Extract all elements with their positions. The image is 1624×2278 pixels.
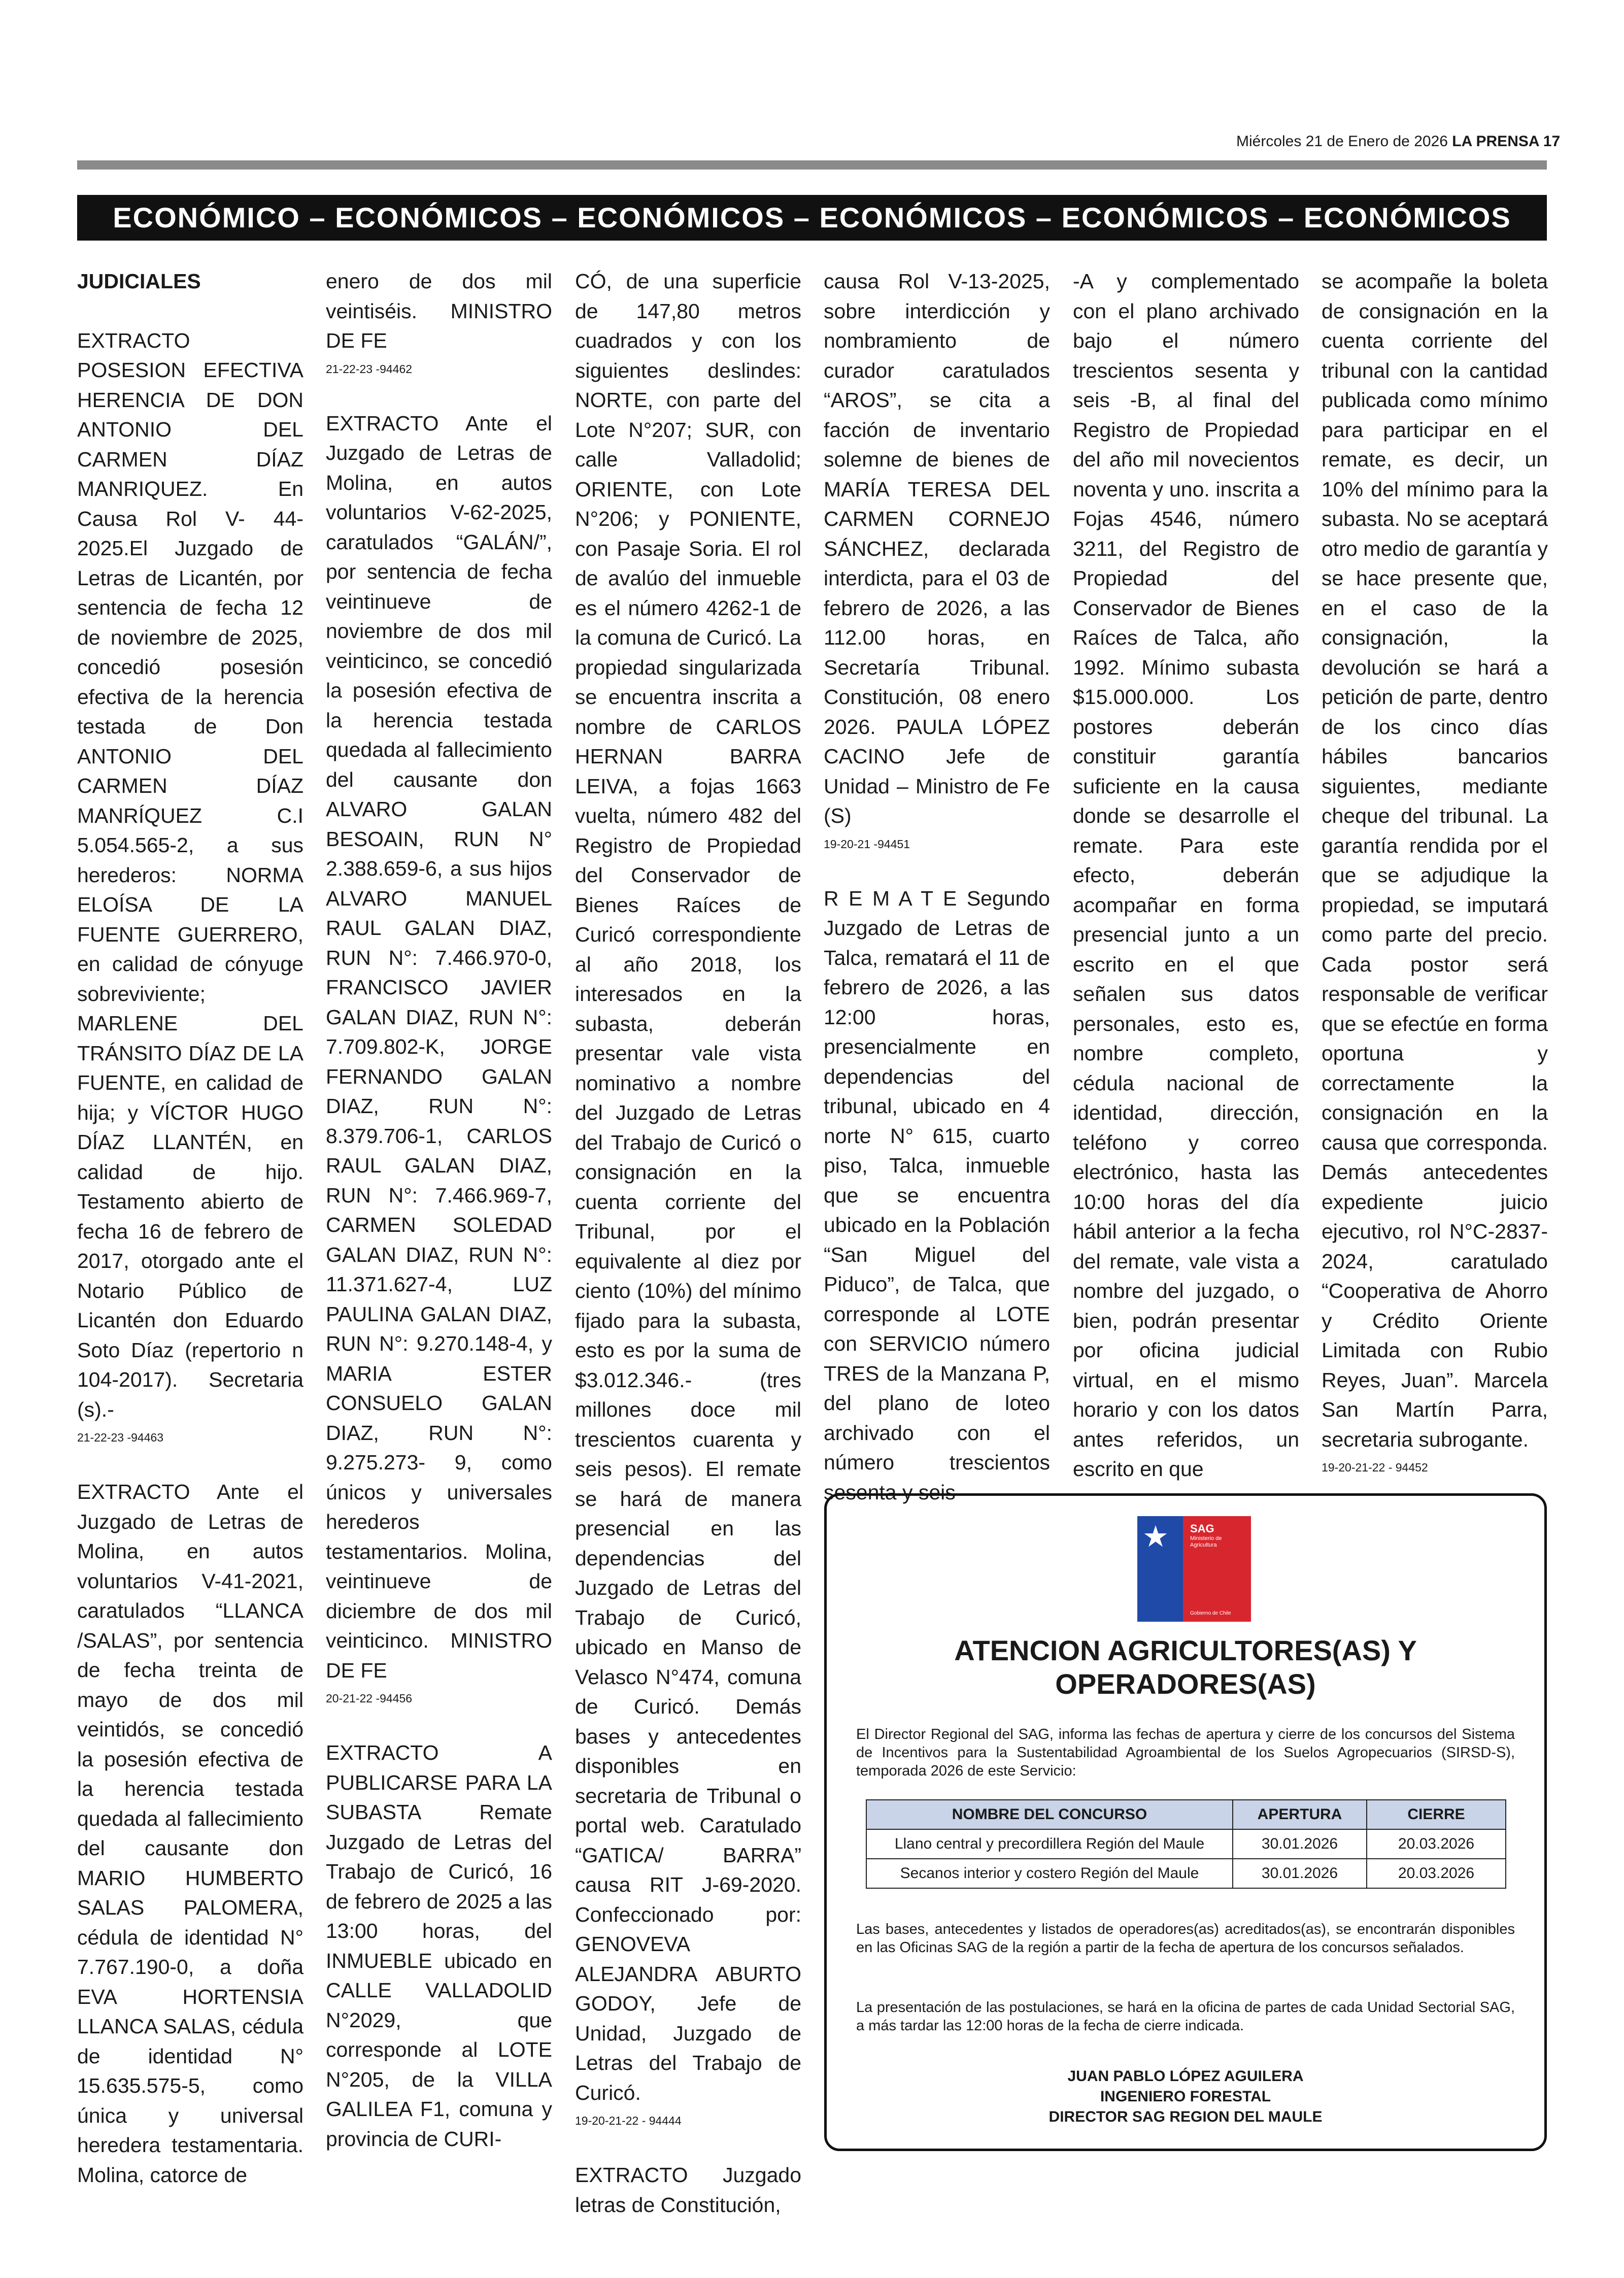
notice-text: -A y complementado con el plano archivado bajo el número trescientos sesenta y seis -B, al final del Registro de Propiedad del año mil novecientos noventa y uno. inscrita a Fojas 4546, número 3211, del Registro de Propiedad del Conservador de Bienes Raíces de Talca, año 1992. Mínimo subasta $15.000.000. Los postores deberán constituir garantía suficiente en la causa donde se desarrolle el remate. Para este efecto, deberán acompañar en forma presencial junto a un escrito en el que señalen sus datos personales, esto es, nombre completo, cédula nacional de identidad, dirección, teléfono y correo electrónico, hasta las 10:00 horas del día hábil anterior a la fecha del remate, vale vista a nombre del juzgado, o bien, podrán presentar por oficina judicial virtual, en el mismo horario y con los datos antes referidos, un escrito en que [1073, 270, 1299, 1481]
table-header: CIERRE [1367, 1800, 1506, 1829]
header-publication: LA PRENSA 17 [1452, 133, 1561, 150]
notice-code: 20-21-22 -94456 [326, 1692, 413, 1705]
notice-text: EXTRACTO Ante el Juzgado de Letras de Molina, en autos voluntarios V-62-2025, caratulados “GALÁN/”, por sentencia de fecha veintinueve de noviembre de dos mil veinticinco, se concedió la posesión efectiva de la herencia testada quedada al fallecimiento del causante don ALVARO GALAN BESOAIN, RUN N° 2.388.659-6, a sus hijos ALVARO MANUEL RAUL GALAN DIAZ, RUN N°: 7.466.970-0, FRANCISCO JAVIER GALAN DIAZ, RUN N°: 7.709.802-K, JORGE FERNANDO GALAN DIAZ, RUN N°: 8.379.706-1, CARLOS RAUL GALAN DIAZ, RUN N°: 7.466.969-7, CARMEN SOLEDAD GALAN DIAZ, RUN N°: 11.371.627-4, LUZ PAULINA GALAN DIAZ, RUN N°: 9.270.148-4, y MARIA ESTER CONSUELO GALAN DIAZ, RUN N°: 9.275.273- 9, como únicos y universales herederos testamentarios. Molina, veintinueve de diciembre de dos mil veinticinco. MINISTRO DE FE [326, 411, 552, 1682]
column-2 [326, 266, 552, 2154]
logo-government: Gobierno de Chile [1190, 1611, 1231, 1616]
ad-paragraph: La presentación de las postulaciones, se hará en la oficina de partes de cada Unidad Sectorial SAG, a más tardar las 12:00 horas de la fecha de cierre indicada. [856, 1999, 1515, 2034]
notice-text: EXTRACTO POSESION EFECTIVA HERENCIA DE DON ANTONIO DEL CARMEN DÍAZ MANRIQUEZ. En Causa Rol V- 44-2025.El Juzgado de Letras de Licantén, por sentencia de fecha 12 de noviembre de 2025, concedió posesión efectiva de la herencia testada de Don ANTONIO DEL CARMEN DÍAZ MANRÍQUEZ C.I 5.054.565-2, a sus herederos: NORMA ELOÍSA DE LA FUENTE GUERRERO, en calidad de cónyuge sobreviviente; MARLENE DEL TRÁNSITO DÍAZ DE LA FUENTE, en calidad de hija; y VÍCTOR HUGO DÍAZ LLANTÉN, en calidad de hijo. Testamento abierto de fecha 16 de febrero de 2017, otorgado ante el Notario Público de Licantén don Eduardo Soto Díaz (repertorio n 104-2017). Secretaria (s).- [77, 328, 303, 1421]
column-4 [824, 266, 1050, 1507]
notice-text: enero de dos mil veintiséis. MINISTRO DE FE [326, 270, 552, 352]
ad-intro: El Director Regional del SAG, informa las fechas de apertura y cierre de los concursos del Sistema de Incentivos para la Sustentabilidad Agroambiental de los Suelos Agropecuarios (SIRSD-S), temporada 2026 de este Servicio: [856, 1726, 1515, 1779]
notice-text: EXTRACTO Juzgado letras de Constitución, [575, 2163, 801, 2217]
table-row: Secanos interior y costero Región del Maule 30.01.2026 20.03.2026 [866, 1859, 1506, 1888]
notice-code: 19-20-21 -94451 [824, 837, 910, 851]
notice-code: 21-22-23 -94462 [326, 362, 413, 376]
column-3 [575, 266, 801, 2220]
table-header: NOMBRE DEL CONCURSO [866, 1800, 1233, 1829]
ad-paragraph: Las bases, antecedentes y listados de operadores(as) acreditados(as), se encontrarán disponibles en las Oficinas SAG de la región a partir de la fecha de apertura de los concursos señalados. [856, 1921, 1515, 1956]
sag-advertisement [824, 1493, 1547, 2151]
column-6 [1322, 266, 1548, 1478]
column-5 [1073, 266, 1299, 1484]
notice-code: 19-20-21-22 - 94444 [575, 2114, 682, 2127]
header-rule [77, 160, 1547, 170]
notice-text: EXTRACTO Ante el Juzgado de Letras de Molina, en autos voluntarios V-41-2021, caratulados “LLANCA /SALAS”, por sentencia de fecha treinta de mayo de dos mil veintidós, se concedió la posesión efectiva de la herencia testada quedada al fallecimiento del causante don MARIO HUMBERTO SALAS PALOMERA, cédula de identidad N° 7.767.190-0, a doña EVA HORTENSIA LLANCA SALAS, cédula de identidad N° 15.635.575-5, como única y universal heredera testamentaria. Molina, catorce de [77, 1480, 303, 2187]
star-icon: ★ [1142, 1520, 1169, 1553]
logo-name: SAG [1190, 1522, 1214, 1535]
notice-code: 21-22-23 -94463 [77, 1431, 164, 1444]
section-banner: ECONÓMICO – ECONÓMICOS – ECONÓMICOS – ECONÓMICOS – ECONÓMICOS – ECONÓMICOS [77, 195, 1547, 241]
logo-subtitle: Ministerio de Agricultura [1190, 1535, 1222, 1548]
ad-signature: JUAN PABLO LÓPEZ AGUILERA INGENIERO FORESTAL DIRECTOR SAG REGION DEL MAULE [1048, 2068, 1323, 2125]
ad-title: ATENCION AGRICULTORES(AS) Y OPERADORES(AS) [954, 1634, 1417, 1700]
header-date: Miércoles 21 de Enero de 2026 [1236, 133, 1448, 150]
notice-text: se acompañe la boleta de consignación en la cuenta corriente del tribunal con la cantidad publicada como mínimo para participar en el remate, es decir, un 10% del mínimo para la subasta. No se aceptará otro medio de garantía y se hace presente que, en el caso de la consignación, la devolución se hará a petición de parte, dentro de los cinco días hábiles bancarios siguientes, mediante cheque del tribunal. La garantía rendida por el que se adjudique la propiedad, se imputará como parte del precio. Cada postor será responsable de verificar que se efectúe en forma oportuna y correctamente la consignación en la causa que corresponda. Demás antecedentes expediente juicio ejecutivo, rol N°C-2837-2024, caratulado “Cooperativa de Ahorro y Crédito Oriente Limitada con Rubio Reyes, Juan”. Marcela San Martín Parra, secretaria subrogante. [1322, 270, 1548, 1451]
table-header: APERTURA [1233, 1800, 1367, 1829]
section-title: JUDICIALES [77, 270, 201, 293]
table-row: Llano central y precordillera Región del Maule 30.01.2026 20.03.2026 [866, 1829, 1506, 1859]
concurso-table [866, 1799, 1506, 1889]
column-1 [77, 266, 303, 2190]
notice-text: EXTRACTO A PUBLICARSE PARA LA SUBASTA Remate Juzgado de Letras del Trabajo de Curicó, 16 de febrero de 2025 a las 13:00 horas, del INMUEBLE ubicado en CALLE VALLADOLID N°2029, que corresponde al LOTE N°205, de la VILLA GALILEA F1, comuna y provincia de CURI- [326, 1741, 552, 2151]
notice-text: R E M A T E Segundo Juzgado de Letras de Talca, rematará el 11 de febrero de 2026, a las 12:00 horas, presencialmente en dependencias del tribunal, ubicado en 4 norte N° 615, cuarto piso, Talca, inmueble que se encuentra ubicado en la Población “San Miguel del Piduco”, de Talca, que corresponde al LOTE con SERVICIO número TRES de la Manzana P, del plano de loteo archivado con el número trescientos sesenta y seis [824, 886, 1050, 1504]
sag-logo [1137, 1516, 1251, 1622]
page-header [1236, 133, 1561, 150]
notice-code: 19-20-21-22 - 94452 [1322, 1461, 1428, 1474]
notice-text: CÓ, de una superficie de 147,80 metros cuadrados y con los siguientes deslindes: NORTE, con parte del Lote N°207; SUR, con calle Valladolid; ORIENTE, con Lote N°206; y PONIENTE, con Pasaje Soria. El rol de avalúo del inmueble es el número 4262-1 de la comuna de Curicó. La propiedad singularizada se encuentra inscrita a nombre de CARLOS HERNAN BARRA LEIVA, a fojas 1663 vuelta, número 482 del Registro de Propiedad del Conservador de Bienes Raíces de Curicó correspondiente al año 2018, los interesados en la subasta, deberán presentar vale vista nominativo a nombre del Juzgado de Letras del Trabajo de Curicó o consignación en la cuenta corriente del Tribunal, por el equivalente al diez por ciento (10%) del mínimo fijado para la subasta, esto es por la suma de $3.012.346.- (tres millones doce mil trescientos cuarenta y seis pesos). El remate se hará de manera presencial en las dependencias del Juzgado de Letras del Trabajo de Curicó, ubicado en Manso de Velasco N°474, comuna de Curicó. Demás bases y antecedentes disponibles en secretaria de Tribunal o portal web. Caratulado “GATICA/ BARRA” causa RIT J-69-2020. Confeccionado por: GENOVEVA ALEJANDRA ABURTO GODOY, Jefe de Unidad, Juzgado de Letras del Trabajo de Curicó. [575, 270, 801, 2104]
notice-text: causa Rol V-13-2025, sobre interdicción y nombramiento de curador caratulados “AROS”, se cita a facción de inventario solemne de bienes de MARÍA TERESA DEL CARMEN CORNEJO SÁNCHEZ, declarada interdicta, para el 03 de febrero de 2026, a las 112.00 horas, en Secretaría Tribunal. Constitución, 08 enero 2026. PAULA LÓPEZ CACINO Jefe de Unidad – Ministro de Fe (S) [824, 270, 1050, 827]
